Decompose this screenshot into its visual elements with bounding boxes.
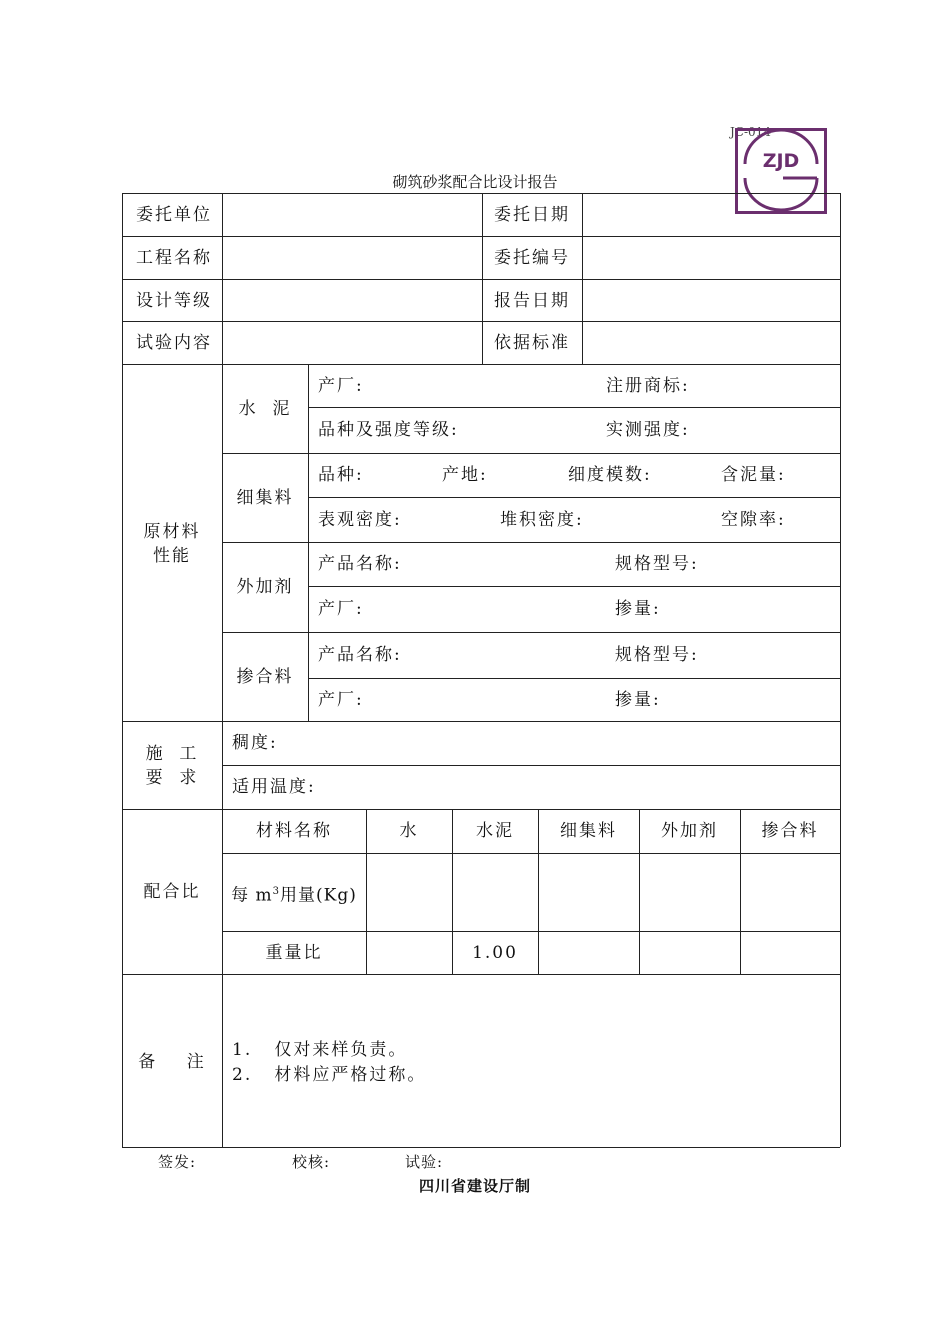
col-line [582, 193, 583, 364]
commission-no-label: 委托编号 [494, 248, 570, 268]
signature-review: 校核: [292, 1153, 331, 1171]
mix-header-admixture: 外加剂 [661, 821, 718, 841]
construction-label-2: 要 求 [145, 768, 199, 788]
row-line [308, 586, 840, 587]
row-line [222, 853, 840, 854]
fine-aggregate-apparent-density: 表观密度: [318, 510, 402, 530]
row-line [222, 542, 840, 543]
admixture-label: 外加剂 [236, 577, 294, 597]
fine-aggregate-mud-content: 含泥量: [721, 465, 786, 485]
signature-test: 试验: [405, 1153, 444, 1171]
logo-text: ZJD [762, 150, 800, 172]
usage-label-pre: 每 m [231, 885, 273, 906]
table-border-top [122, 193, 840, 194]
row-line [122, 236, 840, 237]
row-line [308, 497, 840, 498]
addition-dosage: 掺量: [615, 690, 661, 710]
addition-spec: 规格型号: [615, 645, 699, 665]
standard-label: 依据标准 [494, 333, 570, 353]
col-line [222, 193, 223, 364]
row-line [122, 364, 840, 365]
commission-date-label: 委托日期 [494, 205, 570, 225]
remarks-label: 备 注 [138, 1052, 206, 1072]
design-grade-label: 设计等级 [136, 291, 212, 311]
fine-aggregate-label: 细集料 [236, 488, 294, 508]
temperature-label: 适用温度: [232, 777, 316, 797]
materials-section-label: 原材料 [143, 522, 201, 542]
remark-item-2: 2. 材料应严格过称。 [232, 1065, 427, 1085]
mix-header-material: 材料名称 [256, 821, 332, 841]
cement-grade: 品种及强度等级: [318, 420, 459, 440]
cement-manufacturer: 产厂: [318, 376, 364, 396]
mix-header-addition: 掺合料 [761, 821, 819, 841]
mix-cement-ratio-value: 1.00 [472, 943, 518, 963]
remark-item-1: 1. 仅对来样负责。 [232, 1040, 408, 1060]
fine-aggregate-fineness: 细度模数: [568, 465, 652, 485]
row-line [122, 809, 840, 810]
row-line [308, 407, 840, 408]
cement-trademark: 注册商标: [606, 376, 690, 396]
row-line [122, 974, 840, 975]
zjd-logo [735, 128, 827, 214]
document-code: JC-014 [730, 125, 771, 139]
report-date-label: 报告日期 [494, 291, 570, 311]
materials-section-label-2: 性能 [153, 546, 191, 566]
row-line [122, 321, 840, 322]
admixture-manufacturer: 产厂: [318, 599, 364, 619]
admixture-spec: 规格型号: [615, 554, 699, 574]
col-line [482, 193, 483, 364]
row-line [308, 678, 840, 679]
signature-issue: 签发: [158, 1153, 197, 1171]
mix-usage-label [222, 882, 366, 906]
addition-product-name: 产品名称: [318, 645, 402, 665]
row-line [222, 632, 840, 633]
table-border-bottom [122, 1147, 840, 1148]
test-content-label: 试验内容 [136, 333, 212, 353]
table-border-right [840, 193, 841, 1147]
construction-label: 施 工 [145, 744, 199, 764]
mix-header-cement: 水泥 [476, 821, 514, 841]
admixture-product-name: 产品名称: [318, 554, 402, 574]
fine-aggregate-bulk-density: 堆积密度: [500, 510, 584, 530]
row-line [122, 721, 840, 722]
row-line [222, 765, 840, 766]
cement-measured-strength: 实测强度: [606, 420, 690, 440]
page-title: 砌筑砂浆配合比设计报告 [392, 173, 558, 191]
mix-label: 配合比 [143, 882, 201, 902]
fine-aggregate-void-ratio: 空隙率: [721, 510, 786, 530]
addition-label: 掺合料 [236, 667, 294, 687]
mix-header-water: 水 [399, 821, 419, 841]
table-border-left [122, 193, 123, 1147]
col-line [222, 364, 223, 1147]
client-unit-label: 委托单位 [136, 205, 212, 225]
cement-label: 水 泥 [238, 399, 292, 419]
row-line [222, 453, 840, 454]
consistency-label: 稠度: [232, 733, 278, 753]
fine-aggregate-origin: 产地: [442, 465, 488, 485]
project-name-label: 工程名称 [136, 248, 212, 268]
admixture-dosage: 掺量: [615, 599, 661, 619]
usage-label-post: 用量(Kg) [280, 885, 357, 906]
mix-header-fine-aggregate: 细集料 [560, 821, 617, 841]
footer-organization: 四川省建设厅制 [418, 1177, 531, 1195]
usage-label-sup: 3 [272, 886, 281, 897]
row-line [122, 279, 840, 280]
mix-weight-ratio-label: 重量比 [265, 943, 323, 963]
addition-manufacturer: 产厂: [318, 690, 364, 710]
fine-aggregate-variety: 品种: [318, 465, 364, 485]
row-line [222, 931, 840, 932]
